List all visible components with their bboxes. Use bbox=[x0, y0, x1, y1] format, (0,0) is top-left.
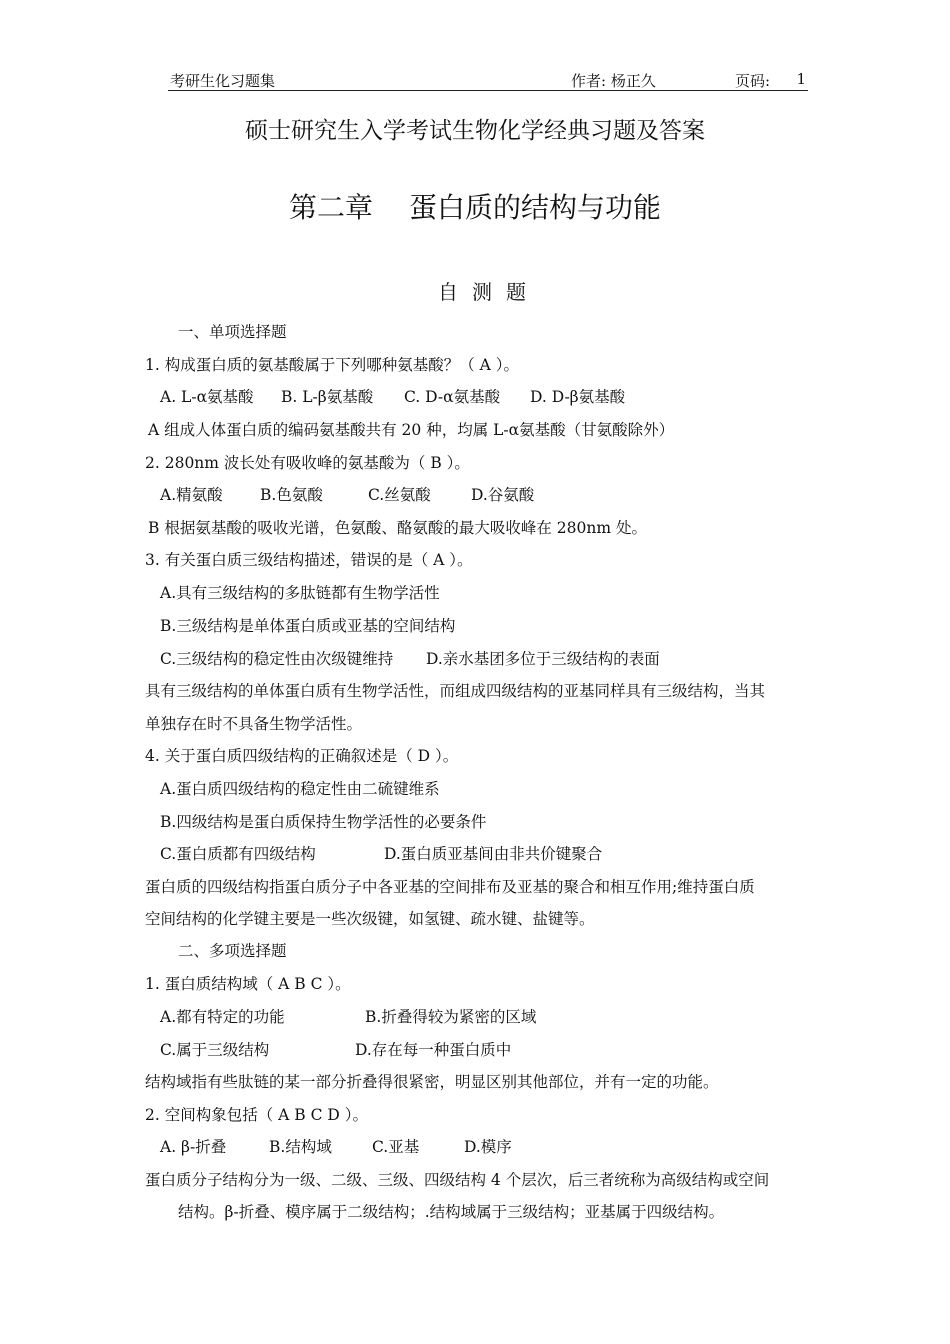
document-title: 硕士研究生入学考试生物化学经典习题及答案 bbox=[245, 118, 705, 144]
option-c: C.蛋白质都有四级结构 bbox=[160, 845, 316, 863]
option-b: B. L-β氨基酸 bbox=[281, 388, 374, 406]
question-2-explanation: B 根据氨基酸的吸收光谱，色氨酸、酪氨酸的最大吸收峰在 280nm 处。 bbox=[148, 519, 647, 537]
option-d: D.模序 bbox=[464, 1138, 512, 1156]
multi-question-2-options bbox=[160, 1137, 512, 1157]
page-header bbox=[168, 70, 808, 91]
chapter-title bbox=[0, 186, 950, 226]
option-b: B.折叠得较为紧密的区域 bbox=[365, 1008, 537, 1026]
option-a: A.都有特定的功能 bbox=[160, 1008, 285, 1026]
question-3-option-a: A.具有三级结构的多肽链都有生物学活性 bbox=[160, 584, 440, 602]
question-4-explanation-line1: 蛋白质的四级结构指蛋白质分子中各亚基的空间排布及亚基的聚合和相互作用;维持蛋白质 bbox=[145, 878, 755, 896]
header-page-number: 1 bbox=[796, 70, 806, 88]
multi-question-2-explanation-line1: 蛋白质分子结构分为一级、二级、三级、四级结构 4 个层次，后三者统称为高级结构或空间 bbox=[145, 1171, 770, 1189]
option-d: D.谷氨酸 bbox=[471, 486, 535, 504]
question-3-options-cd bbox=[160, 649, 660, 669]
self-test-heading: 自测题 bbox=[438, 280, 540, 304]
chapter-name: 蛋白质的结构与功能 bbox=[409, 191, 662, 224]
option-c: C.属于三级结构 bbox=[160, 1041, 270, 1059]
option-c: C. D-α氨基酸 bbox=[404, 388, 501, 406]
multi-question-1-options-ab bbox=[160, 1007, 536, 1027]
question-2-options bbox=[160, 485, 534, 505]
question-4-option-b: B.四级结构是蛋白质保持生物学活性的必要条件 bbox=[160, 813, 487, 831]
option-a: A. β-折叠 bbox=[160, 1138, 227, 1156]
question-1-explanation: A 组成人体蛋白质的编码氨基酸共有 20 种，均属 L-α氨基酸（甘氨酸除外） bbox=[148, 421, 675, 439]
question-3-option-b: B.三级结构是单体蛋白质或亚基的空间结构 bbox=[160, 617, 456, 635]
multi-question-2: 2. 空间构象包括（ A B C D ）。 bbox=[145, 1106, 368, 1124]
option-b: B.结构域 bbox=[269, 1138, 332, 1156]
header-author: 作者: 杨正久 bbox=[571, 72, 656, 90]
question-1-options bbox=[160, 387, 625, 407]
option-d: D.蛋白质亚基间由非共价键聚合 bbox=[384, 845, 603, 863]
multi-question-1: 1. 蛋白质结构域（ A B C ）。 bbox=[145, 975, 351, 993]
multi-question-1-explanation: 结构域指有些肽链的某一部分折叠得很紧密，明显区别其他部位，并有一定的功能。 bbox=[145, 1073, 719, 1091]
multi-question-2-explanation-line2: 结构。β-折叠、模序属于二级结构；.结构域属于三级结构；亚基属于四级结构。 bbox=[178, 1203, 725, 1221]
question-4: 4. 关于蛋白质四级结构的正确叙述是（ D ）。 bbox=[145, 747, 459, 765]
question-3-explanation-line1: 具有三级结构的单体蛋白质有生物学活性，而组成四级结构的亚基同样具有三级结构，当其 bbox=[145, 682, 766, 700]
question-2: 2. 280nm 波长处有吸收峰的氨基酸为（ B ）。 bbox=[145, 454, 470, 472]
option-a: A. L-α氨基酸 bbox=[160, 388, 254, 406]
question-1: 1. 构成蛋白质的氨基酸属于下列哪种氨基酸？（ A ）。 bbox=[145, 356, 520, 374]
question-3: 3. 有关蛋白质三级结构描述，错误的是（ A ）。 bbox=[145, 551, 473, 569]
question-3-explanation-line2: 单独存在时不具备生物学活性。 bbox=[145, 715, 363, 733]
option-b: B.色氨酸 bbox=[260, 486, 323, 504]
section-heading-single-choice: 一、单项选择题 bbox=[178, 323, 287, 341]
option-d: D.亲水基团多位于三级结构的表面 bbox=[426, 650, 660, 668]
header-page-label: 页码: bbox=[735, 72, 771, 90]
question-4-options-cd bbox=[160, 844, 602, 864]
section-heading-multiple-choice: 二、多项选择题 bbox=[178, 942, 287, 960]
option-a: A.精氨酸 bbox=[160, 486, 223, 504]
option-c: C.丝氨酸 bbox=[368, 486, 431, 504]
option-c: C.亚基 bbox=[372, 1138, 420, 1156]
option-d: D. D-β氨基酸 bbox=[530, 388, 626, 406]
option-d: D.存在每一种蛋白质中 bbox=[355, 1041, 512, 1059]
question-4-explanation-line2: 空间结构的化学键主要是一些次级键，如氢键、疏水键、盐键等。 bbox=[145, 910, 595, 928]
chapter-number: 第二章 bbox=[288, 191, 373, 224]
option-c: C.三级结构的稳定性由次级键维持 bbox=[160, 650, 394, 668]
header-book-title: 考研生化习题集 bbox=[170, 72, 276, 90]
question-4-option-a: A.蛋白质四级结构的稳定性由二硫键维系 bbox=[160, 780, 440, 798]
multi-question-1-options-cd bbox=[160, 1040, 511, 1060]
